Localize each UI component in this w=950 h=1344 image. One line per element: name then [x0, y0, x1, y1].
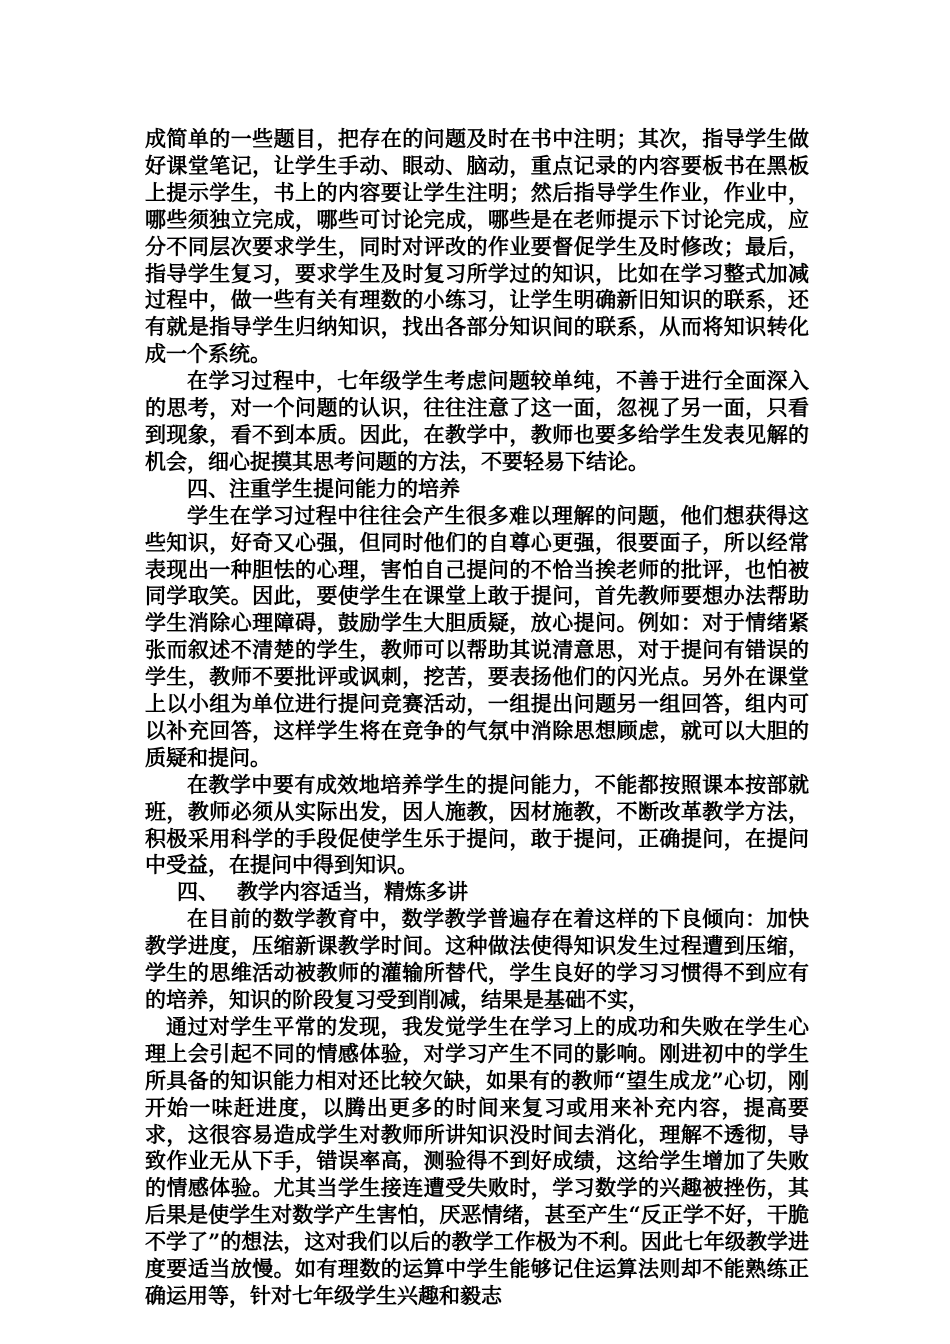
paragraph: 成简单的一些题目，把存在的问题及时在书中注明；其次，指导学生做好课堂笔记，让学生手动、眼动、脑动，重点记录的内容要板书在黑板上提示学生，书上的内容要让学生注明；然后指导学生作业，作业中，哪些须独立完成，哪些可讨论完成，哪些是在老师提示下讨论完成，应分不同层次要求学生，同时对评改的作业要督促学生及时修改；最后，指导学生复习，要求学生及时复习所学过的知识，比如在学习整式加减过程中，做一些有关有理数的小练习，让学生明确新旧知识的联系，还有就是指导学生归纳知识，找出各部分知识间的联系，从而将知识转化成一个系统。	[145, 126, 809, 367]
paragraph: 在目前的数学教育中，数学教学普遍存在着这样的下良倾向：加快教学进度，压缩新课教学时间。这种做法使得知识发生过程遭到压缩，学生的思维活动被教师的灌输所替代，学生良好的学习习惯得不到应有的培养，知识的阶段复习受到削减，结果是基础不实，	[145, 906, 809, 1012]
section-heading	[145, 879, 809, 906]
section-heading-number: 四、	[177, 879, 219, 905]
section-heading-text: 教学内容适当，精炼多讲	[237, 879, 468, 905]
paragraph: 学生在学习过程中往往会产生很多难以理解的问题，他们想获得这些知识，好奇又心强，但同时他们的自尊心更强，很要面子，所以经常表现出一种胆怯的心理，害怕自己提问的不恰当挨老师的批评，也怕被同学取笑。因此，要使学生在课堂上敢于提问，首先教师要想办法帮助学生消除心理障碍，鼓励学生大胆质疑，放心提问。例如：对于情绪紧张而叙述不清楚的学生，教师可以帮助其说清意思，对于提问有错误的学生，教师不要批评或讽刺，挖苦，要表扬他们的闪光点。另外在课堂上以小组为单位进行提问竞赛活动，一组提出问题另一组回答，组内可以补充回答，这样学生将在竞争的气氛中消除思想顾虑，就可以大胆的质疑和提问。	[145, 502, 809, 770]
paragraph: 通过对学生平常的发现，我发觉学生在学习上的成功和失败在学生心理上会引起不同的情感体验，对学习产生不同的影响。刚进初中的学生所具备的知识能力相对还比较欠缺，如果有的教师“望生成龙”心切，刚开始一味赶进度，以腾出更多的时间来复习或用来补充内容，提高要求，这很容易造成学生对教师所讲知识没时间去消化，理解不透彻，导致作业无从下手，错误率高，测验得不到好成绩，这给学生增加了失败的情感体验。尤其当学生接连遭受失败时，学习数学的兴趣被挫伤，其后果是使学生对数学产生害怕，厌恶情绪，甚至产生“反正学不好，干脆不学了”的想法，这对我们以后的教学工作极为不利。因此七年级教学进度要适当放慢。如有理数的运算中学生能够记住运算法则却不能熟练正确运用等，针对七年级学生兴趣和毅志	[145, 1013, 809, 1308]
paragraph: 在学习过程中，七年级学生考虑问题较单纯，不善于进行全面深入的思考，对一个问题的认识，往往注意了这一面，忽视了另一面，只看到现象，看不到本质。因此，在教学中，教师也要多给学生发表见解的机会，细心捉摸其思考问题的方法，不要轻易下结论。	[145, 368, 809, 474]
paragraph: 在教学中要有成效地培养学生的提问能力，不能都按照课本按部就班，教师必须从实际出发，因人施教，因材施教，不断改革教学方法，积极采用科学的手段促使学生乐于提问，敢于提问，正确提问，在提问中受益，在提问中得到知识。	[145, 771, 809, 878]
section-heading: 四、注重学生提问能力的培养	[187, 475, 460, 501]
document-body	[145, 126, 809, 1310]
